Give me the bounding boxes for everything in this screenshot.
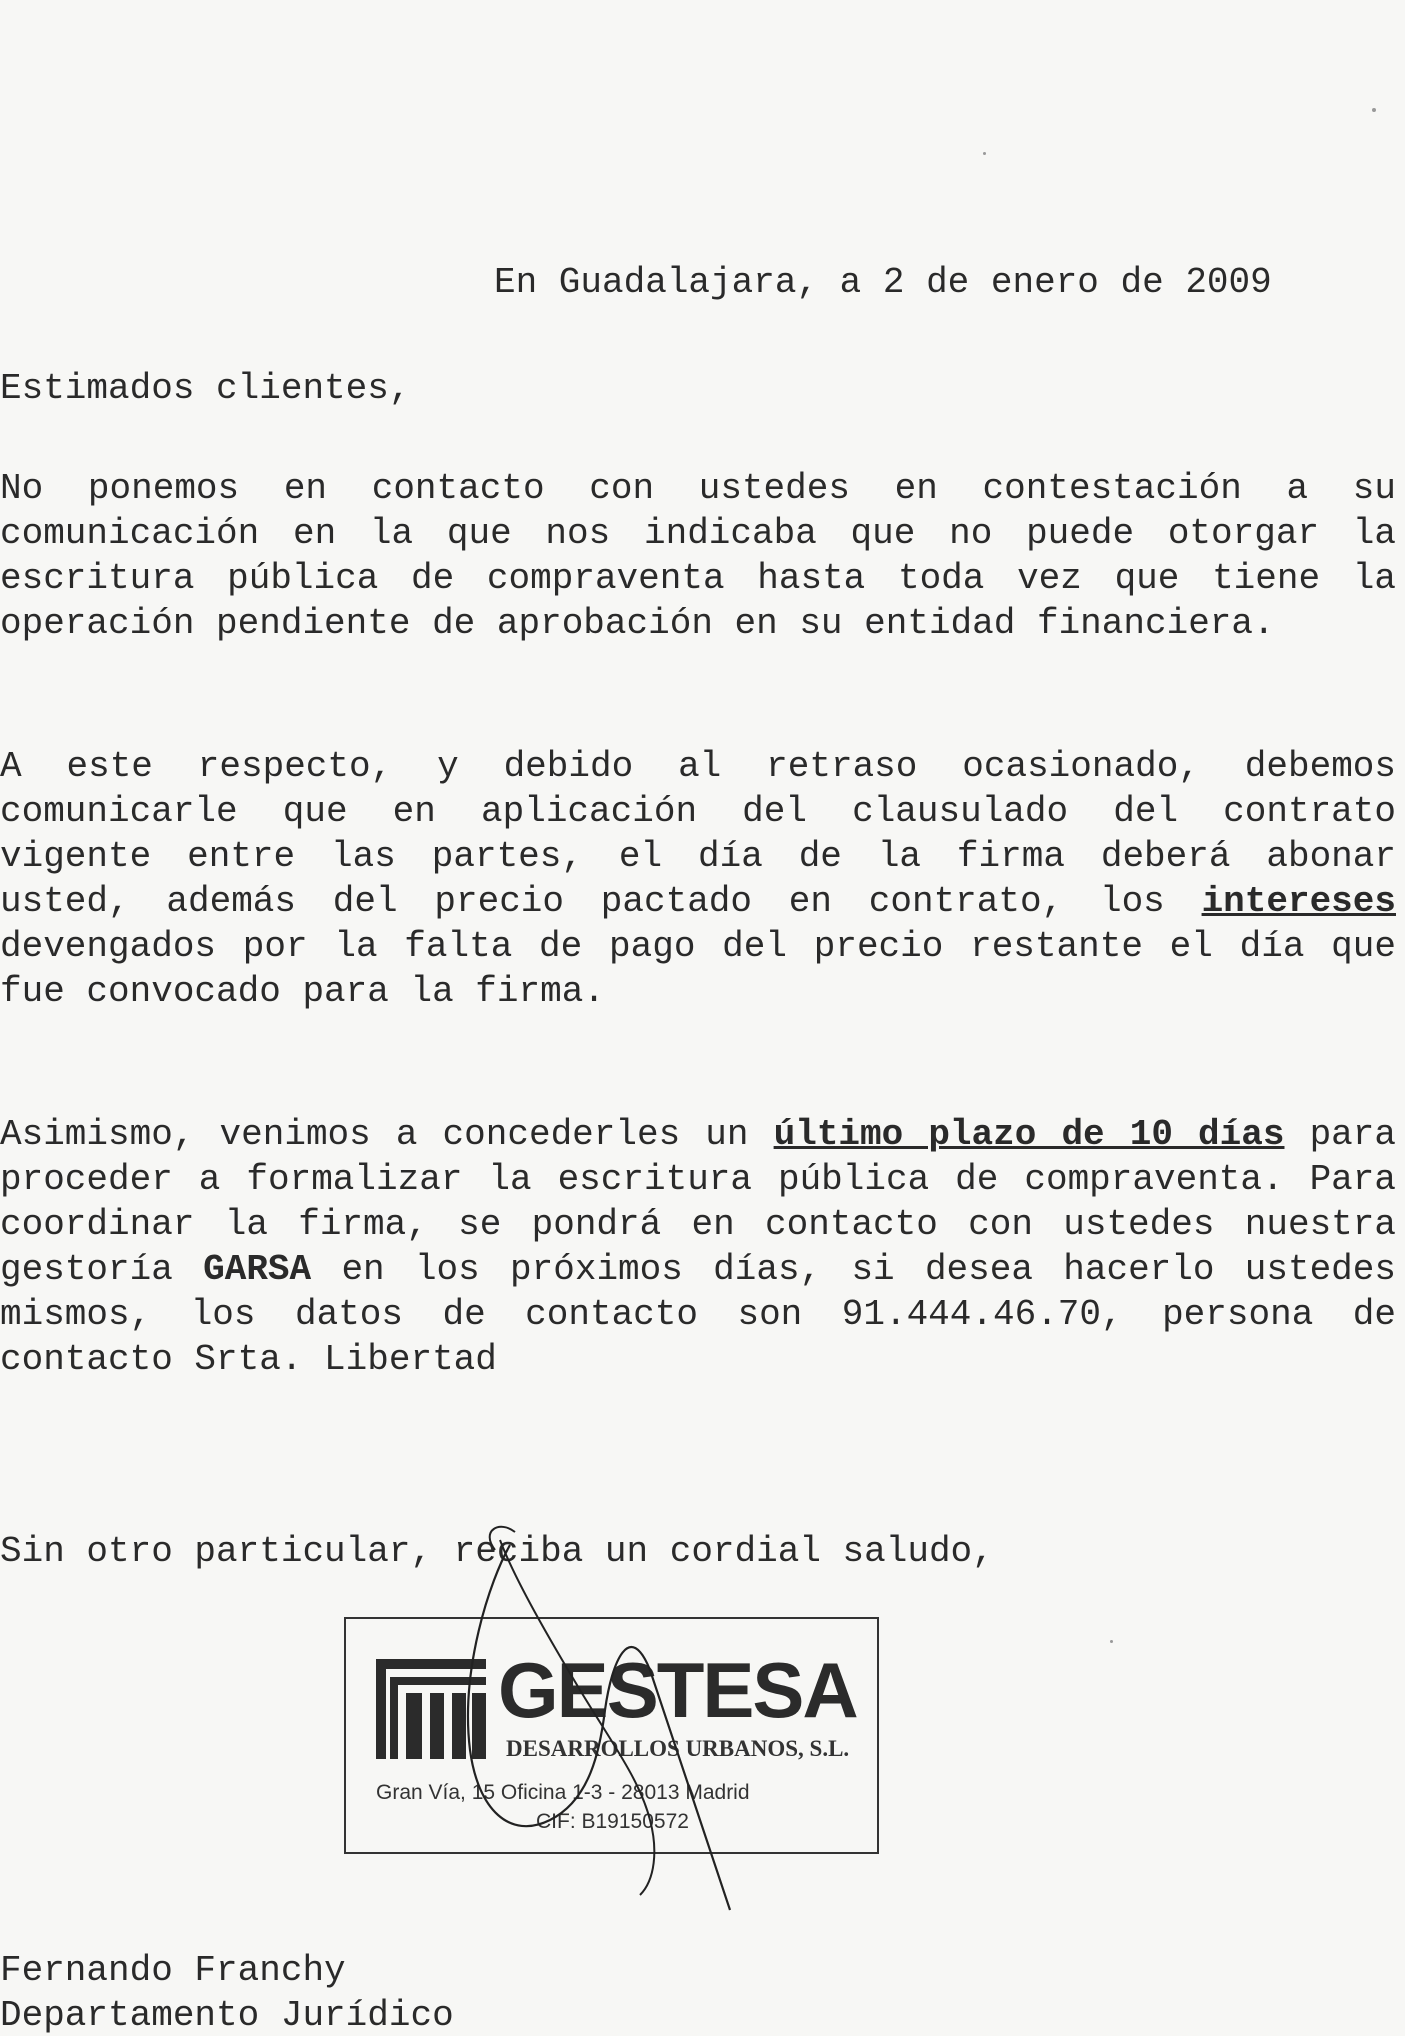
paragraph-2-text-after: devengados por la falta de pago del precio restante el día que fue convocado para la firma. <box>0 926 1396 1012</box>
stamp-address: Gran Vía, 15 Oficina 1-3 - 28013 Madrid <box>376 1781 750 1804</box>
paragraph-3-text-before: Asimismo, venimos a concederles un <box>0 1114 774 1155</box>
paragraph-2-text-before: A este respecto, y debido al retraso ocasionado, debemos comunicarle que en aplicación del clausulado del contrato vigente entre las partes, el día de la firma deberá abonar usted, además del precio pactado en contrato, los <box>0 746 1396 922</box>
agency-name: GARSA <box>203 1249 312 1290</box>
letter-paragraph-2 <box>0 744 1396 1014</box>
scan-speck <box>983 152 986 155</box>
signer-department: Departamento Jurídico <box>0 1995 454 2036</box>
stamp-subtitle: DESARROLLOS URBANOS, S.L. <box>506 1736 850 1761</box>
paragraph-3-text-middle: para proceder a formalizar la escritura pública de compraventa. Para coordinar la firma, se pondrá en contacto con ustedes nuestra gestoría <box>0 1114 1396 1290</box>
company-logo-icon <box>376 1659 486 1759</box>
interest-emphasis: intereses <box>1201 881 1396 922</box>
stamp-brand-name: GESTESA <box>498 1646 857 1734</box>
letter-paragraph-1: No ponemos en contacto con ustedes en contestación a su comunicación en la que nos indicaba que no puede otorgar la escritura pública de compraventa hasta toda vez que tiene la operación pendiente de aprobación en su entidad financiera. <box>0 468 1396 644</box>
company-stamp <box>344 1617 879 1854</box>
scan-speck <box>1110 1640 1113 1643</box>
deadline-emphasis: último plazo de 10 días <box>773 1114 1285 1155</box>
letter-closing: Sin otro particular, reciba un cordial saludo, <box>0 1531 994 1572</box>
scan-speck <box>1372 108 1376 112</box>
letter-dateline: En Guadalajara, a 2 de enero de 2009 <box>494 262 1272 303</box>
signer-name: Fernando Franchy <box>0 1950 346 1991</box>
letter-paragraph-3 <box>0 1112 1396 1382</box>
letter-salutation: Estimados clientes, <box>0 368 411 409</box>
paragraph-3-text-after: en los próximos días, si desea hacerlo ustedes mismos, los datos de contacto son 91.444.46.70, persona de contacto Srta. Libertad <box>0 1249 1396 1380</box>
stamp-cif: CIF: B19150572 <box>536 1810 689 1833</box>
